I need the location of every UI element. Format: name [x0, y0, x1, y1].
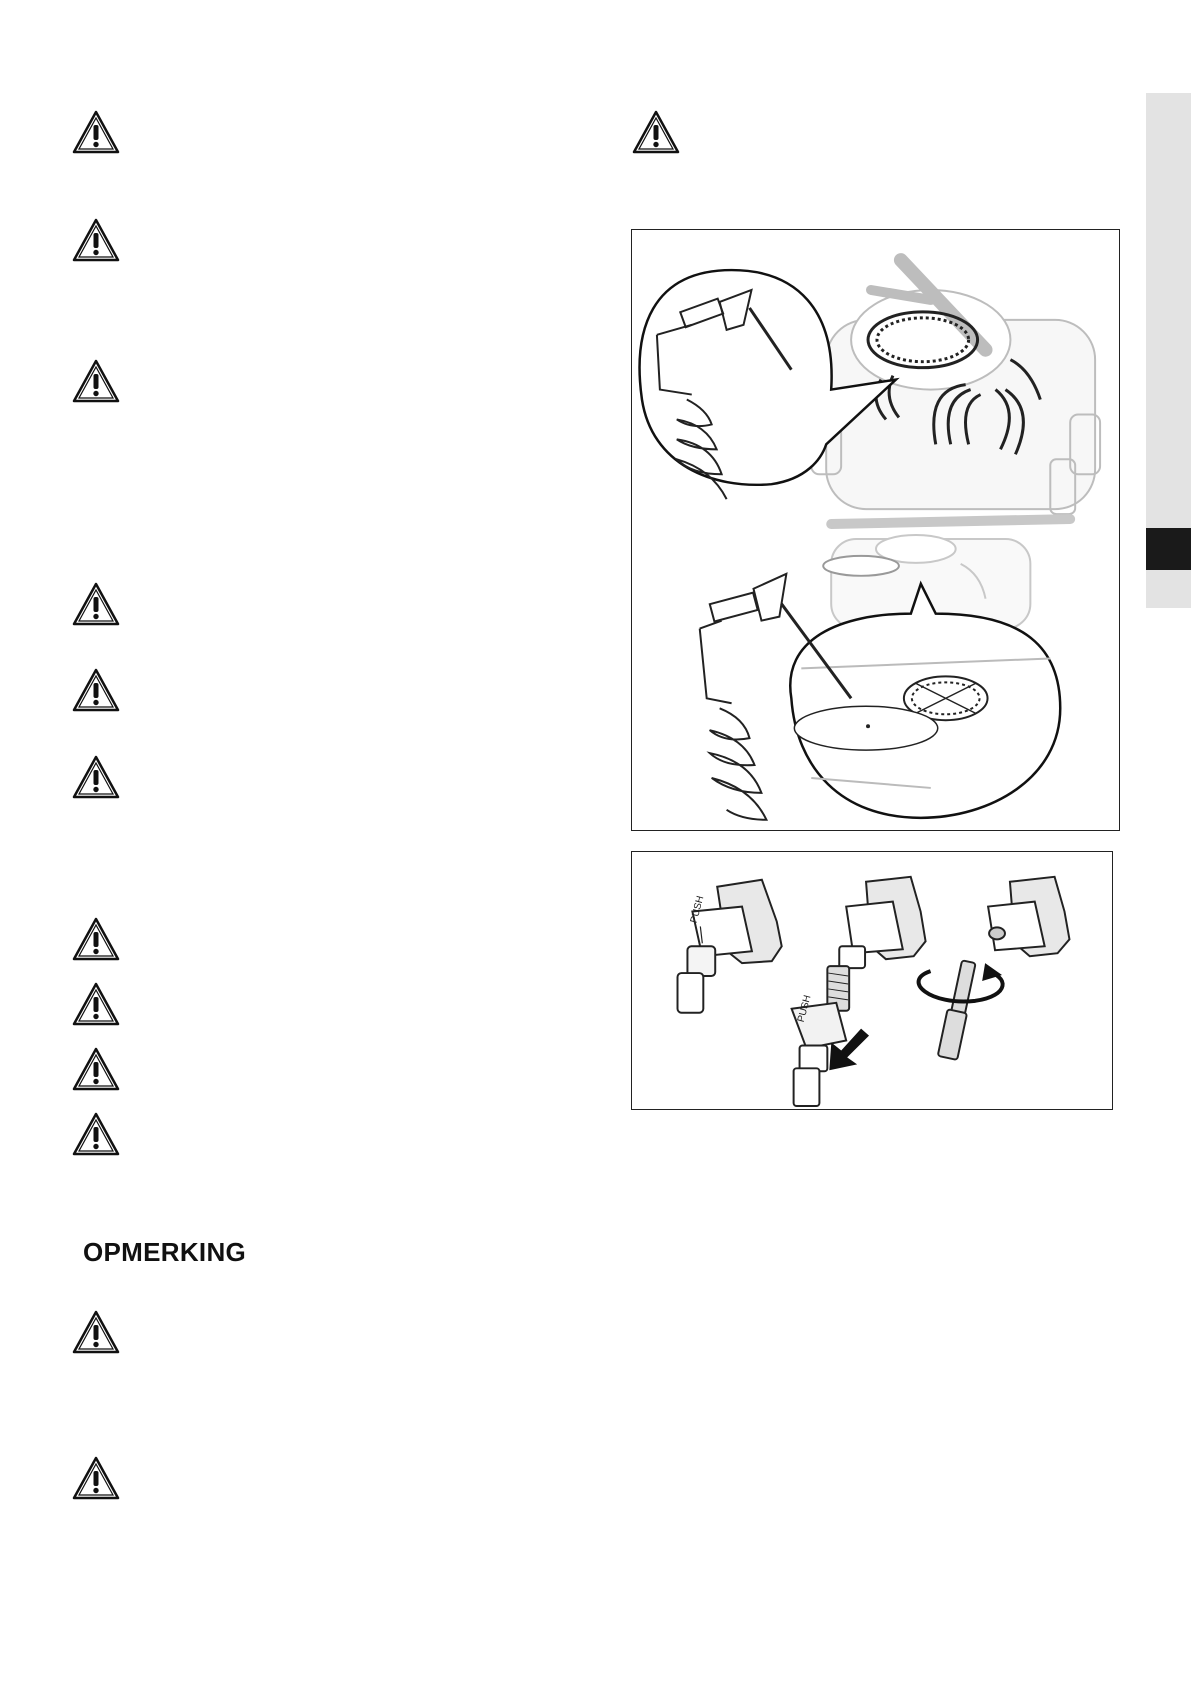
warning-triangle-icon	[72, 1047, 120, 1091]
warning-triangle-icon	[72, 1456, 120, 1500]
connector-step-3	[988, 877, 1069, 956]
warning-triangle-icon	[72, 755, 120, 799]
nozzle-connection-illustration	[632, 852, 1112, 1109]
connector-step-2	[827, 877, 925, 1011]
figure-nozzle-connection	[631, 851, 1113, 1110]
connector-step-1	[678, 880, 782, 1013]
warning-triangle-icon	[72, 1310, 120, 1354]
robot-pressure-gun-illustration	[632, 230, 1119, 830]
warning-triangle-icon	[72, 582, 120, 626]
robot-bottom-view	[823, 519, 1070, 629]
warning-triangle-icon	[72, 668, 120, 712]
warning-triangle-icon	[72, 917, 120, 961]
warning-triangle-icon	[72, 359, 120, 403]
language-tab-marker	[1146, 528, 1191, 570]
push-label-step-2: PUSH	[795, 994, 814, 1024]
figure-robot-pressure-gun	[631, 229, 1120, 831]
warning-triangle-icon	[72, 218, 120, 262]
warning-triangle-icon	[72, 1112, 120, 1156]
connector-step-3-tip	[938, 960, 976, 1060]
warning-triangle-icon	[72, 110, 120, 154]
warning-triangle-icon	[72, 982, 120, 1026]
warning-triangle-icon	[632, 110, 680, 154]
push-label-step-1: PUSH	[688, 894, 707, 925]
note-heading: OPMERKING	[83, 1237, 247, 1267]
